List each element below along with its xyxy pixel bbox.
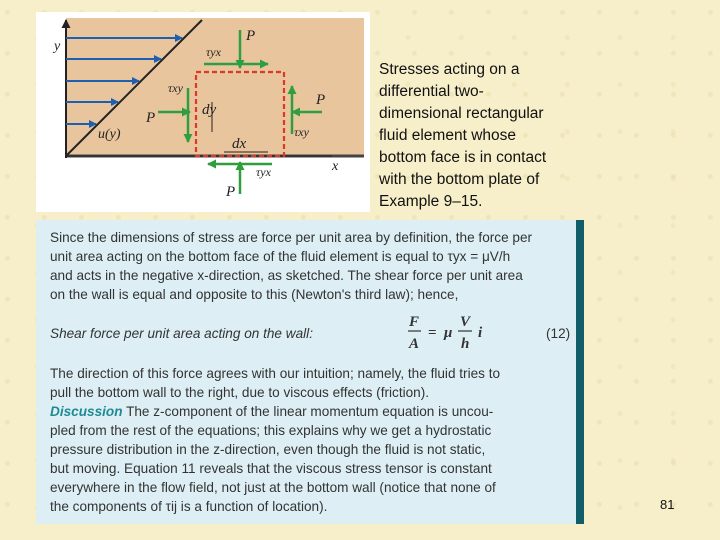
caption-line: Stresses acting on a: [379, 61, 520, 78]
x-axis-label: x: [332, 159, 339, 174]
caption-line: Example 9–15.: [379, 193, 483, 210]
paragraph-line: everywhere in the flow field, not just at the bottom wall (notice that none of: [50, 480, 496, 495]
profile-label: u(y): [98, 127, 121, 142]
paragraph-line: on the wall is equal and opposite to this (Newton's third law); hence,: [50, 287, 459, 302]
tau-yx-bottom-label: τyx: [256, 165, 271, 179]
p-left-label: P: [146, 110, 156, 126]
caption-line: fluid element whose: [379, 127, 516, 144]
p-bottom-label: P: [226, 184, 236, 200]
y-axis-label: y: [54, 39, 61, 54]
dy-label: dy: [202, 102, 217, 118]
page-number: 81: [660, 497, 675, 512]
caption-line: differential two-: [379, 83, 484, 100]
dx-label: dx: [232, 136, 247, 152]
shear-force-equation: [406, 310, 496, 354]
paragraph-line: unit area acting on the bottom face of the fluid element is equal to τyx = μV/h: [50, 249, 511, 264]
eq-rhs-denominator: h: [461, 336, 470, 352]
p-right-label: P: [316, 92, 326, 108]
eq-lhs-denominator: A: [409, 336, 420, 352]
tau-xy-right-label: τxy: [294, 125, 309, 139]
figure-caption: [379, 59, 594, 213]
paragraph-line: the components of τij is a function of location).: [50, 499, 328, 514]
stress-diagram: [36, 12, 370, 212]
discussion-line: [50, 404, 493, 419]
paragraph-line: but moving. Equation 11 reveals that the viscous stress tensor is constant: [50, 461, 492, 476]
caption-line: bottom face is in contact: [379, 149, 547, 166]
paragraph-line: The direction of this force agrees with our intuition; namely, the fluid tries to: [50, 366, 501, 381]
textbook-excerpt: [36, 220, 584, 524]
eq-equals: =: [428, 325, 437, 341]
eq-mu: μ: [444, 325, 453, 341]
tau-xy-left-label: τxy: [168, 81, 183, 95]
eq-rhs-numerator: V: [460, 314, 471, 330]
discussion-label: Discussion: [50, 404, 123, 419]
eq-unit-vector: i: [478, 325, 483, 341]
paragraph-line: pull the bottom wall to the right, due to viscous effects (friction).: [50, 385, 430, 400]
tau-yx-top-label: τyx: [206, 45, 221, 59]
eq-lhs-numerator: F: [409, 314, 420, 330]
paragraph-line: pled from the rest of the equations; this explains why we get a hydrostatic: [50, 423, 492, 438]
paragraph-line: pressure distribution in the z-direction, even though the fluid is not static,: [50, 442, 486, 457]
p-top-label: P: [246, 28, 256, 44]
paragraph-text: The z-component of the linear momentum equation is uncou-: [126, 404, 494, 419]
caption-line: dimensional rectangular: [379, 105, 544, 122]
equation-number: (12): [546, 326, 571, 341]
equation-label: Shear force per unit area acting on the wall:: [50, 326, 313, 341]
caption-line: with the bottom plate of: [379, 171, 540, 188]
paragraph-line: and acts in the negative x-direction, as sketched. The shear force per unit area: [50, 268, 523, 283]
paragraph-line: Since the dimensions of stress are force per unit area by definition, the force per: [50, 230, 533, 245]
